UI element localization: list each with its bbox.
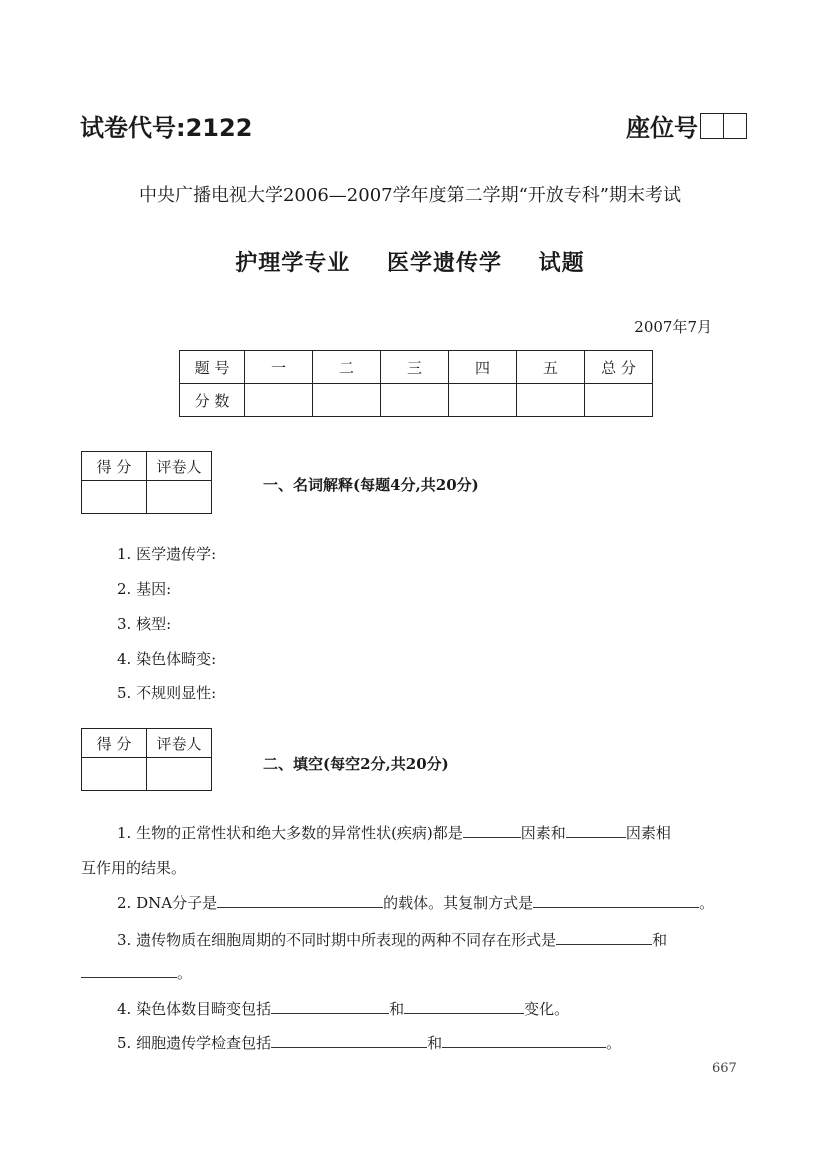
- fill-question-1-cont: 互作用的结果。: [81, 859, 187, 877]
- grader-score-label: 得 分: [82, 452, 147, 481]
- question-text: 4. 染色体数目畸变包括: [117, 1000, 272, 1018]
- exam-date: 2007年7月: [634, 318, 712, 336]
- score-input-cell: [517, 384, 585, 417]
- score-table-cell: 四: [449, 351, 517, 384]
- answer-blank: [271, 1033, 427, 1048]
- question-text: 因素和: [520, 824, 566, 842]
- grader-score-cell: [82, 758, 147, 791]
- grader-score-cell: [82, 481, 147, 514]
- exam-title-major: 护理学专业: [235, 251, 351, 276]
- fill-question-1: [117, 822, 671, 843]
- grader-box-section1: [81, 451, 212, 514]
- answer-blank: [566, 823, 626, 838]
- score-table-header-row: [180, 351, 653, 384]
- fill-question-3-cont: [81, 962, 192, 983]
- section1-title: 一、名词解释(每题4分,共20分): [263, 476, 479, 494]
- answer-blank: [442, 1033, 606, 1048]
- grader-name-cell: [147, 758, 212, 791]
- score-table: [179, 350, 653, 417]
- answer-blank: [271, 999, 389, 1014]
- seat-number-label: 座位号: [626, 114, 698, 142]
- score-table-cell: 总 分: [585, 351, 653, 384]
- section1-item: 2. 基因:: [117, 580, 172, 598]
- answer-blank: [81, 963, 177, 978]
- university-exam-line: 中央广播电视大学2006—2007学年度第二学期“开放专科”期末考试: [138, 185, 682, 206]
- score-table-cell: 五: [517, 351, 585, 384]
- answer-blank: [556, 930, 652, 945]
- question-text: 和: [427, 1034, 443, 1052]
- section1-item: 5. 不规则显性:: [117, 684, 217, 702]
- score-input-cell: [313, 384, 381, 417]
- score-table-score-row: [180, 384, 653, 417]
- question-text: 。: [606, 1034, 622, 1052]
- fill-question-5: [117, 1032, 621, 1053]
- grader-score-label: 得 分: [82, 729, 147, 758]
- grader-name-label: 评卷人: [147, 452, 212, 481]
- score-input-cell: [449, 384, 517, 417]
- fill-question-4: [117, 998, 569, 1019]
- seat-number: [626, 108, 747, 143]
- question-text: 和: [652, 931, 668, 949]
- question-text: 1. 生物的正常性状和绝大多数的异常性状(疾病)都是: [117, 824, 463, 842]
- score-input-cell: [585, 384, 653, 417]
- question-text: 和: [389, 1000, 405, 1018]
- grader-name-label: 评卷人: [147, 729, 212, 758]
- answer-blank: [463, 823, 521, 838]
- exam-title-kind: 试题: [538, 251, 585, 276]
- section1-item: 1. 医学遗传学:: [117, 545, 217, 563]
- seat-number-boxes: [700, 113, 747, 139]
- grader-box-section2: [81, 728, 212, 791]
- score-input-cell: [245, 384, 313, 417]
- question-text: 5. 细胞遗传学检查包括: [117, 1034, 272, 1052]
- answer-blank: [404, 999, 524, 1014]
- question-text: 因素相: [625, 824, 671, 842]
- fill-question-2: [117, 892, 714, 913]
- page-number: 667: [712, 1061, 737, 1076]
- score-table-cell: 分 数: [180, 384, 245, 417]
- question-text: 3. 遗传物质在细胞周期的不同时期中所表现的两种不同存在形式是: [117, 931, 557, 949]
- section1-item: 3. 核型:: [117, 615, 172, 633]
- question-text: 2. DNA分子是: [117, 894, 218, 912]
- section2-title: 二、填空(每空2分,共20分): [263, 755, 449, 773]
- answer-blank: [217, 893, 383, 908]
- exam-title-course: 医学遗传学: [386, 251, 502, 276]
- grader-name-cell: [147, 481, 212, 514]
- question-text: 。: [177, 964, 193, 982]
- section1-item: 4. 染色体畸变:: [117, 650, 217, 668]
- score-table-cell: 题 号: [180, 351, 245, 384]
- exam-title: [0, 246, 820, 277]
- exam-code: 试卷代号:2122: [80, 114, 253, 142]
- score-table-cell: 三: [381, 351, 449, 384]
- fill-question-3: [117, 929, 667, 950]
- score-table-cell: 二: [313, 351, 381, 384]
- question-text: 。: [699, 894, 715, 912]
- question-text: 的载体。其复制方式是: [383, 894, 534, 912]
- score-table-cell: 一: [245, 351, 313, 384]
- seat-box: [724, 113, 747, 139]
- score-input-cell: [381, 384, 449, 417]
- answer-blank: [533, 893, 699, 908]
- question-text: 变化。: [524, 1000, 570, 1018]
- seat-box: [700, 113, 724, 139]
